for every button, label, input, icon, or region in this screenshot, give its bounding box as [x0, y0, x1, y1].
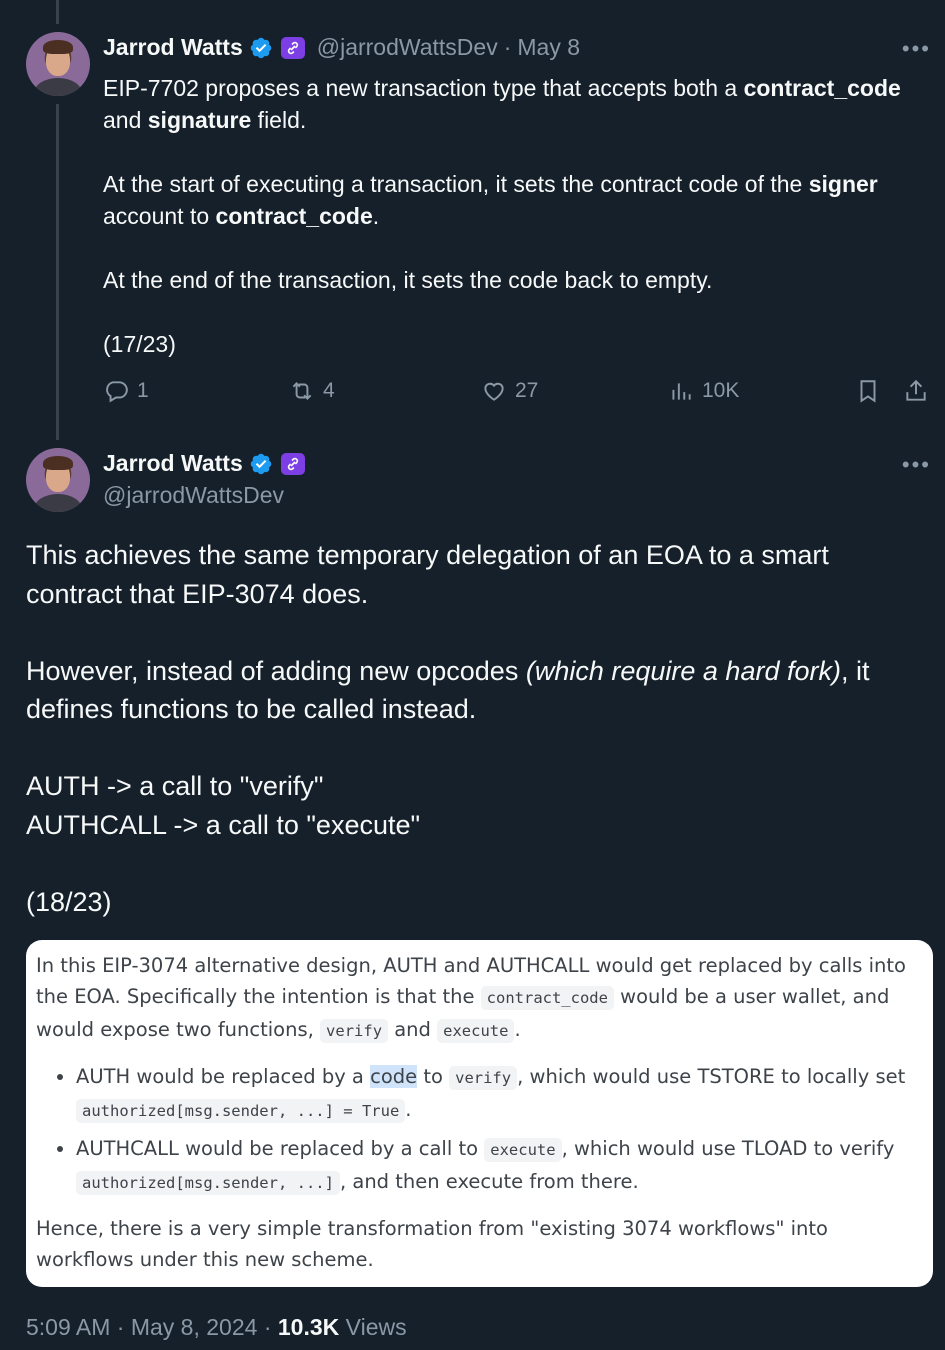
avatar[interactable] [26, 448, 90, 512]
tweet-full-date[interactable]: May 8, 2024 [130, 1314, 258, 1340]
reply-icon [103, 378, 129, 404]
repost-count: 4 [323, 379, 335, 402]
verified-badge-icon [249, 452, 273, 476]
share-button[interactable] [903, 378, 937, 404]
tweet-paragraph: (18/23) [26, 886, 112, 917]
verified-badge-icon [249, 36, 273, 60]
author-name[interactable]: Jarrod Watts [103, 34, 243, 60]
tweet-paragraph: At the start of executing a transaction, it sets the contract code of the signer account to contract_code. [103, 171, 878, 229]
thread-line-connector [56, 104, 59, 440]
tweet-paragraph: However, instead of adding new opcodes (which require a hard fork), it defines functions to be called instead. [26, 655, 870, 724]
reply-button[interactable] [103, 378, 149, 404]
like-count: 27 [515, 379, 539, 402]
tweet-paragraph: (17/23) [103, 331, 176, 357]
views-button[interactable] [668, 378, 739, 404]
more-options-icon[interactable]: ••• [901, 36, 931, 61]
tweet-header [103, 450, 305, 477]
author-handle[interactable]: @jarrodWattsDev [316, 34, 498, 60]
attached-image[interactable] [26, 940, 933, 1287]
image-intro-text: In this EIP-3074 alternative design, AUTH and AUTHCALL would get replaced by calls into the EOA. Specifically the intention is that the contract_code would be a user wallet, and would expose two functions, verify and execute . [36, 954, 906, 1041]
reply-count: 1 [137, 379, 149, 402]
tweet-date[interactable]: May 8 [517, 34, 581, 60]
more-options-icon[interactable]: ••• [901, 452, 931, 477]
views-total: 10.3K [277, 1314, 340, 1340]
list-item: • AUTH would be replaced by a code to verify , which would use TSTORE to locally set authorized[msg.sender, ...] = True . [76, 1061, 919, 1127]
tweet-paragraph: This achieves the same temporary delegation of an EOA to a smart contract that EIP-3074 does. [26, 540, 829, 609]
repost-button[interactable] [289, 378, 335, 404]
tweet-timestamp-row: 5:09 AM · May 8, 2024 · 10.3K Views [26, 1314, 407, 1340]
separator-dot: · [503, 34, 512, 60]
image-outro-text: Hence, there is a very simple transformation from "existing 3074 workflows" into workflows under this new scheme. [36, 1217, 828, 1271]
tweet-time[interactable]: 5:09 AM [26, 1314, 111, 1340]
views-count: 10K [702, 379, 740, 402]
tweet-actions [103, 378, 933, 414]
heart-icon [481, 378, 507, 404]
author-handle[interactable]: @jarrodWattsDev [103, 482, 284, 508]
image-bullet-list [36, 1061, 919, 1199]
tweet-paragraph: EIP-7702 proposes a new transaction type that accepts both a contract_code and signature field. [103, 75, 901, 133]
affiliate-badge-icon[interactable] [281, 37, 305, 59]
tweet-header [103, 34, 580, 61]
thread-line-top [56, 0, 59, 24]
views-label: Views [345, 1314, 407, 1340]
bookmark-icon [855, 378, 881, 404]
list-item: • AUTHCALL would be replaced by a call to execute , which would use TLOAD to verify authorized[msg.sender, ...] , and then execute from there. [76, 1133, 919, 1199]
like-button[interactable] [481, 378, 538, 404]
bookmark-button[interactable] [855, 378, 889, 404]
analytics-icon [668, 378, 694, 404]
avatar[interactable] [26, 32, 90, 96]
repost-icon [289, 378, 315, 404]
tweet-text [103, 72, 923, 360]
author-name[interactable]: Jarrod Watts [103, 450, 243, 476]
share-icon [903, 378, 929, 404]
affiliate-badge-icon[interactable] [281, 453, 305, 475]
tweet-paragraph: At the end of the transaction, it sets the code back to empty. [103, 267, 713, 293]
tweet-paragraph: AUTH -> a call to "verify" AUTHCALL -> a call to "execute" [26, 771, 421, 840]
tweet-text [26, 536, 926, 921]
